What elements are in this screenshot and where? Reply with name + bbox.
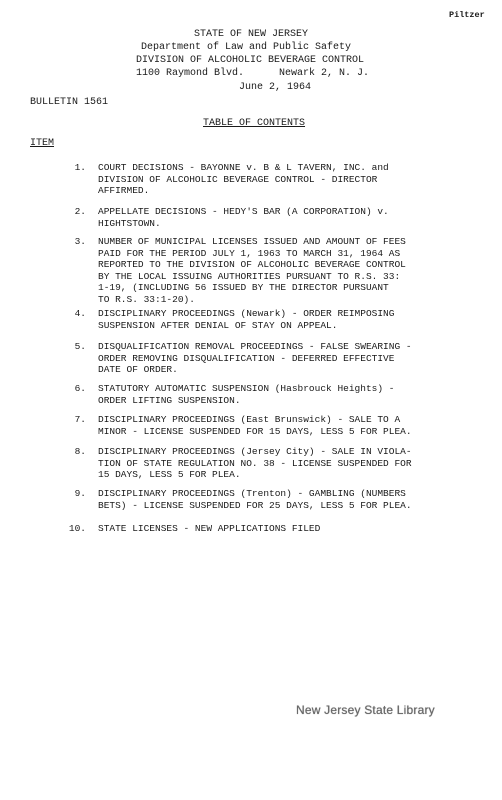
- bulletin-number: BULLETIN 1561: [30, 97, 109, 108]
- toc-item-number: 6.: [74, 383, 86, 394]
- toc-item-text: [98, 236, 453, 305]
- toc-item-number: 1.: [74, 162, 86, 173]
- toc-item-line: STATE LICENSES - NEW APPLICATIONS FILED: [98, 523, 321, 534]
- toc-item-line: SUSPENSION AFTER DENIAL OF STAY ON APPEAL.: [98, 319, 338, 331]
- toc-item-line: ORDER LIFTING SUSPENSION.: [98, 394, 241, 406]
- corner-note: Piltzer: [449, 10, 485, 20]
- toc-item-number: 4.: [74, 308, 86, 319]
- toc-item-line: ORDER REMOVING DISQUALIFICATION - DEFERRED EFFECTIVE: [98, 352, 395, 364]
- item-column-heading: ITEM: [30, 138, 55, 149]
- toc-item-number: 9.: [74, 488, 86, 499]
- address-street: 1100 Raymond Blvd.: [136, 68, 245, 79]
- toc-item-line: MINOR - LICENSE SUSPENDED FOR 15 DAYS, LESS 5 FOR PLEA.: [98, 425, 412, 437]
- toc-item-line: NUMBER OF MUNICIPAL LICENSES ISSUED AND AMOUNT OF FEES: [98, 236, 406, 247]
- toc-item-number: 8.: [74, 446, 86, 457]
- toc-item-line: REPORTED TO THE DIVISION OF ALCOHOLIC BEVERAGE CONTROL: [98, 259, 406, 270]
- toc-item-line: DISCIPLINARY PROCEEDINGS (Newark) - ORDER REIMPOSING: [98, 308, 395, 319]
- toc-item-line: HIGHTSTOWN.: [98, 217, 161, 229]
- division-name: DIVISION OF ALCOHOLIC BEVERAGE CONTROL: [136, 55, 365, 66]
- toc-item-line: DATE OF ORDER.: [98, 364, 178, 375]
- toc-item-line: DISCIPLINARY PROCEEDINGS (Jersey City) - SALE IN VIOLA-: [98, 446, 412, 457]
- toc-item-number: 3.: [74, 236, 86, 247]
- state-name: STATE OF NEW JERSEY: [194, 29, 309, 40]
- toc-item-line: 15 DAYS, LESS 5 FOR PLEA.: [98, 469, 241, 480]
- address-city: Newark 2, N. J.: [279, 68, 370, 79]
- toc-item-text: [98, 162, 453, 197]
- toc-item-text: [98, 308, 453, 331]
- toc-item-line: AFFIRMED.: [98, 185, 150, 196]
- toc-item-line: DISCIPLINARY PROCEEDINGS (East Brunswick) - SALE TO A: [98, 414, 401, 425]
- toc-item-line: BETS) - LICENSE SUSPENDED FOR 25 DAYS, LESS 5 FOR PLEA.: [98, 499, 412, 511]
- library-stamp: New Jersey State Library: [296, 703, 435, 717]
- toc-item-line: APPELLATE DECISIONS - HEDY'S BAR (A CORPORATION) v.: [98, 206, 389, 217]
- toc-item-line: TO R.S. 33:1-20).: [98, 293, 195, 305]
- toc-item-number: 7.: [74, 414, 86, 425]
- toc-item-line: PAID FOR THE PERIOD JULY 1, 1963 TO MARCH 31, 1964 AS: [98, 247, 401, 259]
- toc-item-text: [98, 523, 453, 535]
- toc-item-line: COURT DECISIONS - BAYONNE v. B & L TAVERN, INC. and: [98, 162, 389, 173]
- document-date: June 2, 1964: [239, 82, 312, 93]
- toc-item-number: 10.: [68, 523, 86, 534]
- toc-item-number: 5.: [74, 341, 86, 352]
- toc-item-text: [98, 206, 453, 229]
- toc-item-text: [98, 414, 453, 437]
- toc-item-text: [98, 488, 453, 511]
- toc-item-text: [98, 383, 453, 406]
- toc-item-text: [98, 446, 453, 481]
- toc-item-line: DISCIPLINARY PROCEEDINGS (Trenton) - GAMBLING (NUMBERS: [98, 488, 406, 499]
- toc-item-line: TION OF STATE REGULATION NO. 38 - LICENSE SUSPENDED FOR: [98, 457, 412, 469]
- toc-item-line: DIVISION OF ALCOHOLIC BEVERAGE CONTROL - DIRECTOR: [98, 173, 378, 185]
- toc-item-line: 1-19, (INCLUDING 56 ISSUED BY THE DIRECTOR PURSUANT: [98, 282, 389, 293]
- toc-item-line: STATUTORY AUTOMATIC SUSPENSION (Hasbrouck Heights) -: [98, 383, 395, 394]
- department-name: Department of Law and Public Safety: [141, 42, 352, 53]
- toc-item-line: DISQUALIFICATION REMOVAL PROCEEDINGS - FALSE SWEARING -: [98, 341, 412, 352]
- toc-title: TABLE OF CONTENTS: [203, 118, 306, 129]
- toc-item-number: 2.: [74, 206, 86, 217]
- toc-item-line: BY THE LOCAL ISSUING AUTHORITIES PURSUANT TO R.S. 33:: [98, 270, 401, 282]
- toc-item-text: [98, 341, 453, 376]
